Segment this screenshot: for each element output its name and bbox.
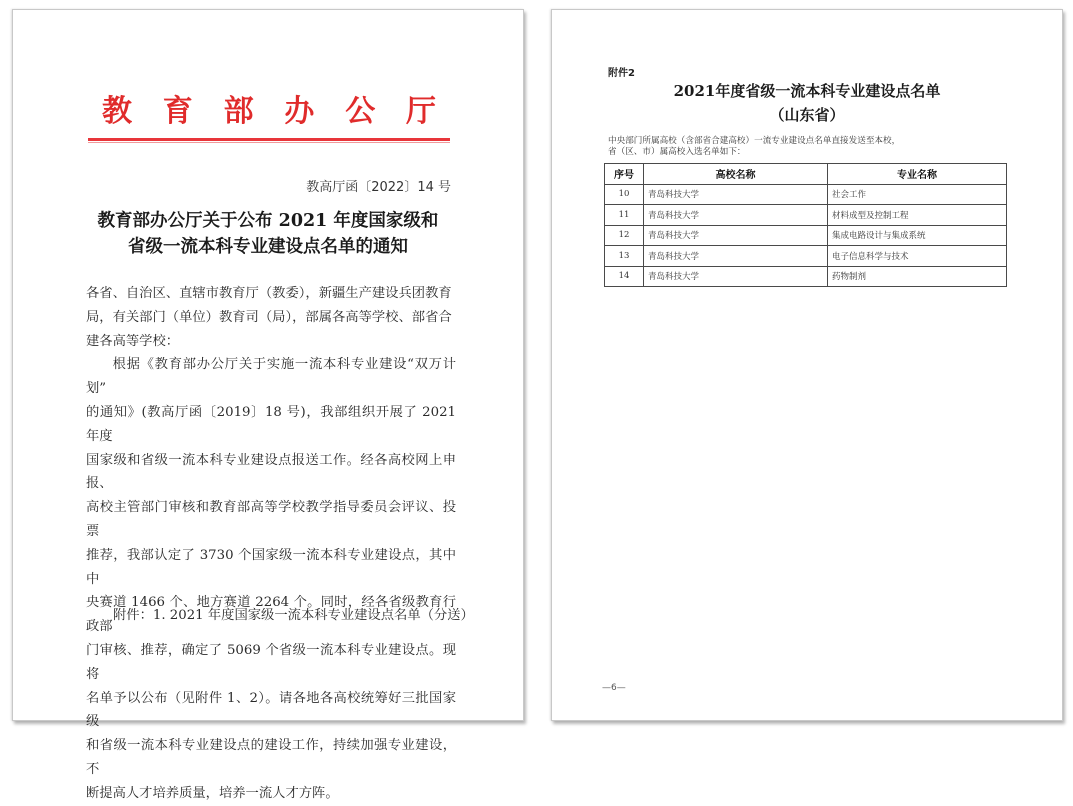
cell-school: 青岛科技大学 [644,225,828,246]
intro-line: 省（区、市）属高校入选名单如下： [608,147,746,157]
masthead-char: 育 [162,94,193,129]
body-line: 根据《教育部办公厅关于实施一流本科专业建设“双万计划” [86,357,456,397]
header-seq: 序号 [605,164,644,185]
notice-page [12,9,524,801]
body-line: 各省、自治区、直辖市教育厅（教委），新疆生产建设兵团教育 [86,286,452,301]
cell-school: 青岛科技大学 [644,266,828,287]
major-list-table [604,163,1007,287]
cell-seq: 13 [605,246,644,267]
red-divider-thick [88,138,450,141]
body-line: 央赛道 1466 个、地方赛道 2264 个。同时，经各省级教育行政部 [86,595,456,635]
cell-major: 电子信息科学与技术 [828,246,1007,267]
masthead-char: 厅 [405,94,436,129]
attachment-note: 附件：1. 2021 年度国家级一流本科专业建设点名单（分送） [113,608,474,623]
cell-school: 青岛科技大学 [644,205,828,226]
table-row [605,205,1007,226]
annex-page [551,9,1063,721]
page-number: —6— [602,683,626,693]
cell-school: 青岛科技大学 [644,184,828,205]
intro-line: 中央部门所属高校（含部省合建高校）一流专业建设点名单直接发送至本校， [608,136,901,146]
header-major: 专业名称 [828,164,1007,185]
masthead-char: 部 [223,94,254,129]
intro-text [608,136,1028,158]
list-title: 2021年度省级一流本科专业建设点名单 [673,82,941,100]
cell-major: 集成电路设计与集成系统 [828,225,1007,246]
cell-seq: 10 [605,184,644,205]
cell-seq: 11 [605,205,644,226]
annex-label: 附件2 [608,68,635,79]
table-row [605,184,1007,205]
body-line: 高校主管部门审核和教育部高等学校教学指导委员会评议、投票 [86,500,456,539]
body-line: 名单予以公布（见附件 1、2）。请各地各高校统筹好三批国家级 [86,690,456,730]
cell-school: 青岛科技大学 [644,246,828,267]
header-school: 高校名称 [644,164,828,185]
red-divider [88,138,450,143]
table-header-row [605,164,1007,185]
body-line: 和省级一流本科专业建设点的建设工作，持续加强专业建设，不 [86,738,456,777]
body-line: 断提高人才培养质量，培养一流人才方阵。 [86,785,339,801]
body-line: 的通知》(教高厅函〔2019〕18 号)，我部组织开展了 2021 年度 [86,404,456,444]
masthead-char: 公 [345,94,376,129]
table-row [605,266,1007,287]
cell-major: 材料成型及控制工程 [828,205,1007,226]
table-row [605,225,1007,246]
body-line: 国家级和省级一流本科专业建设点报送工作。经各高校网上申报、 [86,452,456,492]
cell-major: 药物制剂 [828,266,1007,287]
body-line: 建各高等学校： [86,333,180,349]
notice-title [73,208,463,260]
masthead-char: 教 [102,94,132,129]
table-row [605,246,1007,267]
red-divider-thin [88,142,450,143]
cell-seq: 12 [605,225,644,246]
masthead-char: 办 [284,94,315,129]
notice-body [86,282,456,806]
body-line: 门审核、推荐，确定了 5069 个省级一流本科专业建设点。现将 [86,642,456,682]
notice-title-line: 教育部办公厅关于公布 2021 年度国家级和 [97,211,439,231]
masthead-title [88,86,450,130]
body-line: 推荐，我部认定了 3730 个国家级一流本科专业建设点，其中中 [86,547,456,587]
list-subtitle: （山东省） [769,106,845,124]
cell-seq: 14 [605,266,644,287]
document-number: 教高厅函〔2022〕14 号 [306,180,451,195]
body-line: 局，有关部门（单位）教育司（局），部属各高等学校、部省合 [86,309,452,325]
notice-title-line: 省级一流本科专业建设点名单的通知 [128,237,408,257]
cell-major: 社会工作 [828,184,1007,205]
